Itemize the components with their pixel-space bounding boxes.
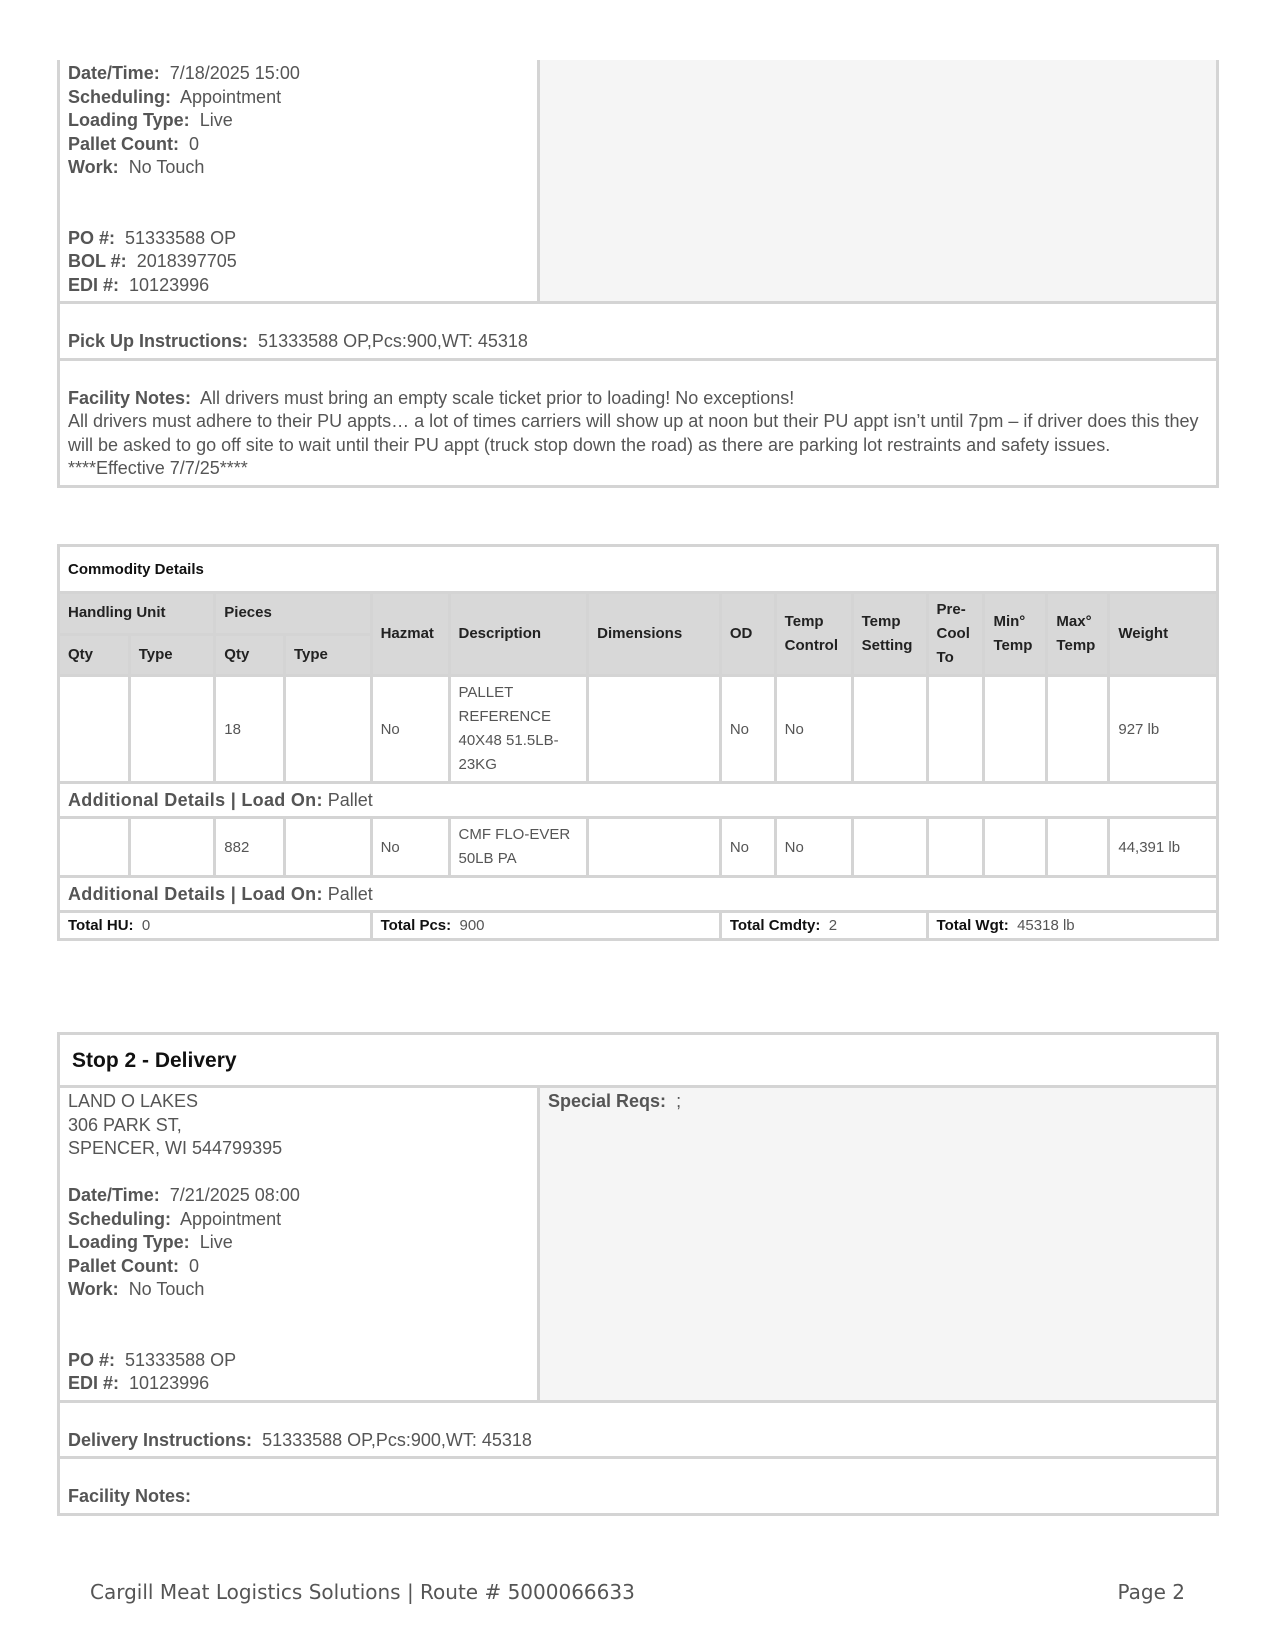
stop2-work-line bbox=[68, 1278, 529, 1302]
row2-description: CMF FLO-EVER 50LB PA bbox=[449, 818, 588, 877]
row2-hu-qty bbox=[59, 818, 130, 877]
stop1-loading-label: Loading Type: bbox=[68, 110, 190, 130]
stop1-instr-value: 51333588 OP,Pcs:900,WT: 45318 bbox=[258, 331, 528, 351]
stop2-special-value: ; bbox=[676, 1091, 682, 1111]
row2-min-temp bbox=[984, 818, 1047, 877]
row1-precool bbox=[927, 676, 984, 783]
row1-additional-details bbox=[59, 783, 1218, 818]
row2-addl-value: Pallet bbox=[327, 883, 373, 904]
total-hu bbox=[59, 912, 372, 940]
stop1-sched-value: Appointment bbox=[180, 86, 282, 107]
stop1-sched-line bbox=[68, 86, 529, 110]
stop2-pallet-line bbox=[68, 1255, 529, 1279]
stop2-sched-label: Scheduling: bbox=[68, 1208, 171, 1229]
stop2-name: LAND O LAKES bbox=[68, 1091, 199, 1111]
stop1-edi-value: 10123996 bbox=[129, 274, 210, 295]
row1-hu-qty bbox=[59, 676, 130, 783]
total-pcs bbox=[371, 912, 720, 940]
stop2-edi-line bbox=[68, 1372, 529, 1396]
stop1-loading-value: Live bbox=[199, 110, 233, 130]
stop1-notes-first bbox=[68, 387, 1208, 411]
stop2-box bbox=[57, 1032, 1219, 1516]
header-max-temp: Max° Temp bbox=[1047, 593, 1109, 676]
header-temp-setting: Temp Setting bbox=[852, 593, 927, 676]
stop1-date-line bbox=[68, 62, 529, 86]
row2-weight: 44,391 lb bbox=[1109, 818, 1218, 877]
stop1-info-left bbox=[60, 60, 540, 301]
row1-hu-type bbox=[129, 676, 215, 783]
stop1-bol-value: 2018397705 bbox=[136, 251, 237, 271]
stop2-work-value: No Touch bbox=[128, 1279, 205, 1299]
row2-dimensions bbox=[588, 818, 721, 877]
total-cmdty bbox=[720, 912, 927, 940]
stop1-notes-label: Facility Notes: bbox=[68, 387, 192, 408]
stop2-loading-label: Loading Type: bbox=[68, 1232, 190, 1252]
row1-addl-cell bbox=[59, 783, 1218, 818]
commodity-totals-row bbox=[59, 912, 1218, 940]
total-pcs-value: 900 bbox=[459, 917, 485, 934]
header-hu-type: Type bbox=[129, 634, 215, 676]
header-handling-unit: Handling Unit bbox=[59, 593, 215, 635]
total-cmdty-value: 2 bbox=[828, 917, 838, 934]
stop1-edi-label: EDI #: bbox=[68, 274, 120, 295]
stop2-po-label: PO #: bbox=[68, 1349, 116, 1370]
table-row bbox=[59, 818, 1218, 877]
row1-description: PALLET REFERENCE 40X48 51.5LB-23KG bbox=[449, 676, 588, 783]
row2-hu-type bbox=[129, 818, 215, 877]
stop2-info-right bbox=[540, 1088, 1216, 1400]
total-hu-label: Total HU: bbox=[68, 917, 134, 934]
commodity-title-row bbox=[59, 546, 1218, 593]
commodity-header-row1 bbox=[59, 593, 1218, 635]
stop1-pallet-line bbox=[68, 133, 529, 157]
stop2-instr-label: Delivery Instructions: bbox=[68, 1429, 253, 1450]
row2-temp-setting bbox=[852, 818, 927, 877]
row1-max-temp bbox=[1047, 676, 1109, 783]
stop1-notes-line2: All drivers must adhere to their PU appts… a lot of times carriers will show up at noon but their PU appt isn’t until 7pm – if driver does this they will be asked to go off site to wait until their PU appt (truck stop down the road) as there are parking lot restraints and safety issues. bbox=[68, 411, 1199, 455]
commodity-title: Commodity Details bbox=[59, 546, 1218, 593]
stop1-pickup-instructions bbox=[60, 304, 1216, 361]
stop2-work-label: Work: bbox=[68, 1279, 119, 1299]
stop1-loading-line bbox=[68, 109, 529, 133]
spacer bbox=[68, 1161, 529, 1185]
row1-temp-setting bbox=[852, 676, 927, 783]
footer-company-route: Cargill Meat Logistics Solutions | Route # 5000066633 bbox=[90, 1580, 635, 1604]
stop1-bol-line bbox=[68, 250, 529, 274]
stop2-pallet-label: Pallet Count: bbox=[68, 1255, 179, 1276]
header-weight: Weight bbox=[1109, 593, 1218, 676]
total-wgt-value: 45318 lb bbox=[1017, 917, 1075, 934]
total-wgt bbox=[927, 912, 1217, 940]
stop1-po-line bbox=[68, 227, 529, 251]
row1-pcs-type bbox=[284, 676, 371, 783]
stop2-po-value: 51333588 OP bbox=[125, 1349, 237, 1370]
stop2-loading-value: Live bbox=[199, 1232, 233, 1252]
row2-pcs-type bbox=[284, 818, 371, 877]
stop1-po-label: PO #: bbox=[68, 227, 116, 248]
header-dimensions: Dimensions bbox=[588, 593, 721, 676]
row1-od: No bbox=[720, 676, 775, 783]
stop1-pallet-label: Pallet Count: bbox=[68, 133, 179, 154]
row1-pcs-qty: 18 bbox=[215, 676, 285, 783]
stop1-work-value: No Touch bbox=[128, 157, 205, 177]
row1-addl-value: Pallet bbox=[327, 789, 373, 810]
total-cmdty-label: Total Cmdty: bbox=[729, 917, 821, 934]
stop1-notes-line3: ****Effective 7/7/25**** bbox=[68, 458, 248, 478]
commodity-table bbox=[57, 544, 1219, 941]
stop2-street: 306 PARK ST, bbox=[68, 1114, 182, 1135]
stop2-date-label: Date/Time: bbox=[68, 1185, 160, 1205]
total-pcs-label: Total Pcs: bbox=[380, 917, 452, 934]
stop2-notes-label: Facility Notes: bbox=[68, 1486, 192, 1506]
stop2-date-value: 7/21/2025 08:00 bbox=[169, 1185, 300, 1205]
header-min-temp: Min° Temp bbox=[984, 593, 1047, 676]
stop2-title: Stop 2 - Delivery bbox=[60, 1035, 1216, 1088]
header-od: OD bbox=[720, 593, 775, 676]
stop2-po-line bbox=[68, 1349, 529, 1373]
stop2-info-left bbox=[60, 1088, 540, 1400]
stop2-city: SPENCER, WI 544799395 bbox=[68, 1138, 283, 1158]
stop1-pallet-value: 0 bbox=[189, 133, 200, 154]
row1-hazmat: No bbox=[371, 676, 449, 783]
row2-pcs-qty: 882 bbox=[215, 818, 285, 877]
header-description: Description bbox=[449, 593, 588, 676]
stop2-instr-value: 51333588 OP,Pcs:900,WT: 45318 bbox=[262, 1429, 532, 1450]
stop2-edi-label: EDI #: bbox=[68, 1373, 120, 1393]
page-footer bbox=[90, 1580, 1185, 1604]
total-hu-value: 0 bbox=[141, 917, 151, 934]
stop2-special-label: Special Reqs: bbox=[548, 1091, 667, 1111]
stop1-notes-line1: All drivers must bring an empty scale ticket prior to loading! No exceptions! bbox=[200, 387, 795, 408]
stop1-po-value: 51333588 OP bbox=[125, 227, 237, 248]
stop2-loading-line bbox=[68, 1231, 529, 1255]
header-hu-qty: Qty bbox=[59, 634, 130, 676]
header-pcs-qty: Qty bbox=[215, 634, 285, 676]
row2-addl-label: Additional Details | Load On: bbox=[68, 883, 323, 904]
stop1-edi-line bbox=[68, 274, 529, 298]
row2-precool bbox=[927, 818, 984, 877]
row2-temp-control: No bbox=[775, 818, 852, 877]
stop1-info-row bbox=[60, 60, 1216, 304]
row2-max-temp bbox=[1047, 818, 1109, 877]
row1-min-temp bbox=[984, 676, 1047, 783]
spacer bbox=[68, 180, 529, 227]
header-pcs-type: Type bbox=[284, 634, 371, 676]
stop1-date-label: Date/Time: bbox=[68, 63, 160, 83]
stop2-date-line bbox=[68, 1184, 529, 1208]
row2-additional-details bbox=[59, 877, 1218, 912]
stop2-facility-notes bbox=[60, 1459, 1216, 1513]
header-temp-control: Temp Control bbox=[775, 593, 852, 676]
row1-weight: 927 lb bbox=[1109, 676, 1218, 783]
row1-temp-control: No bbox=[775, 676, 852, 783]
stop2-info-row bbox=[60, 1088, 1216, 1403]
stop1-work-line bbox=[68, 156, 529, 180]
stop1-instr-label: Pick Up Instructions: bbox=[68, 331, 249, 351]
stop2-pallet-value: 0 bbox=[189, 1255, 200, 1276]
header-precool: Pre-Cool To bbox=[927, 593, 984, 676]
stop1-info-right bbox=[540, 60, 1216, 301]
stop1-work-label: Work: bbox=[68, 157, 119, 177]
stop1-facility-notes bbox=[60, 361, 1216, 485]
stop2-edi-value: 10123996 bbox=[129, 1373, 210, 1393]
row1-addl-label: Additional Details | Load On: bbox=[68, 789, 323, 810]
row2-addl-cell bbox=[59, 877, 1218, 912]
stop1-date-value: 7/18/2025 15:00 bbox=[169, 63, 300, 83]
total-wgt-label: Total Wgt: bbox=[936, 917, 1009, 934]
stop2-delivery-instructions bbox=[60, 1403, 1216, 1460]
table-row bbox=[59, 676, 1218, 783]
row1-dimensions bbox=[588, 676, 721, 783]
stop2-sched-value: Appointment bbox=[180, 1208, 282, 1229]
stop1-box bbox=[57, 60, 1219, 488]
row2-od: No bbox=[720, 818, 775, 877]
header-hazmat: Hazmat bbox=[371, 593, 449, 676]
stop1-bol-label: BOL #: bbox=[68, 251, 127, 271]
footer-page-number: Page 2 bbox=[1117, 1580, 1185, 1604]
spacer bbox=[68, 1302, 529, 1349]
header-pieces: Pieces bbox=[215, 593, 371, 635]
stop2-sched-line bbox=[68, 1208, 529, 1232]
stop1-sched-label: Scheduling: bbox=[68, 86, 171, 107]
row2-hazmat: No bbox=[371, 818, 449, 877]
